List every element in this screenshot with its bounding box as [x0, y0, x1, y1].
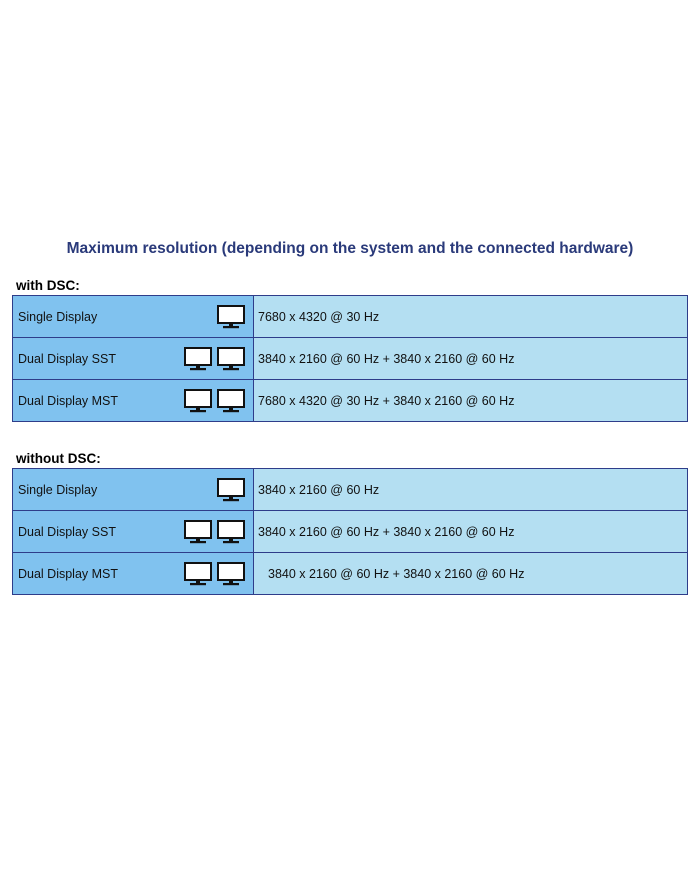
- monitor-icons: [217, 478, 245, 502]
- table-row: [13, 553, 688, 595]
- display-mode-cell: [13, 380, 254, 422]
- display-mode-cell: [13, 296, 254, 338]
- display-mode-label: Single Display: [18, 309, 98, 324]
- resolution-value: 3840 x 2160 @ 60 Hz + 3840 x 2160 @ 60 Hz: [254, 553, 688, 595]
- table-row: [13, 380, 688, 422]
- page-title: Maximum resolution (depending on the system and the connected hardware): [66, 240, 634, 257]
- table-row: [13, 511, 688, 553]
- display-mode-cell: [13, 469, 254, 511]
- resolution-value: 3840 x 2160 @ 60 Hz + 3840 x 2160 @ 60 Hz: [254, 511, 688, 553]
- resolution-value: 7680 x 4320 @ 30 Hz + 3840 x 2160 @ 60 Hz: [254, 380, 688, 422]
- monitor-icon: [217, 562, 245, 586]
- monitor-icon: [217, 347, 245, 371]
- display-mode-label: Dual Display SST: [18, 351, 116, 366]
- monitor-icon: [184, 389, 212, 413]
- display-mode-label: Dual Display MST: [18, 566, 119, 581]
- table-row: [13, 296, 688, 338]
- display-mode-cell: [13, 553, 254, 595]
- resolution-value: 7680 x 4320 @ 30 Hz: [254, 296, 688, 338]
- section-label-without-dsc: without DSC:: [16, 451, 101, 466]
- monitor-icon: [217, 520, 245, 544]
- monitor-icon: [217, 478, 245, 502]
- monitor-icons: [184, 347, 245, 371]
- monitor-icon: [217, 305, 245, 329]
- monitor-icons: [184, 520, 245, 544]
- monitor-icon: [184, 520, 212, 544]
- monitor-icons: [184, 389, 245, 413]
- resolution-value: 3840 x 2160 @ 60 Hz: [254, 469, 688, 511]
- table-row: [13, 469, 688, 511]
- monitor-icons: [184, 562, 245, 586]
- display-mode-label: Dual Display SST: [18, 524, 116, 539]
- monitor-icon: [217, 389, 245, 413]
- display-mode-label: Dual Display MST: [18, 393, 119, 408]
- monitor-icons: [217, 305, 245, 329]
- resolution-table-without-dsc: [12, 468, 688, 595]
- table-row: [13, 338, 688, 380]
- monitor-icon: [184, 347, 212, 371]
- resolution-table-with-dsc: [12, 295, 688, 422]
- display-mode-cell: [13, 511, 254, 553]
- display-mode-label: Single Display: [18, 482, 98, 497]
- resolution-value: 3840 x 2160 @ 60 Hz + 3840 x 2160 @ 60 Hz: [254, 338, 688, 380]
- display-mode-cell: [13, 338, 254, 380]
- section-label-with-dsc: with DSC:: [16, 278, 80, 293]
- monitor-icon: [184, 562, 212, 586]
